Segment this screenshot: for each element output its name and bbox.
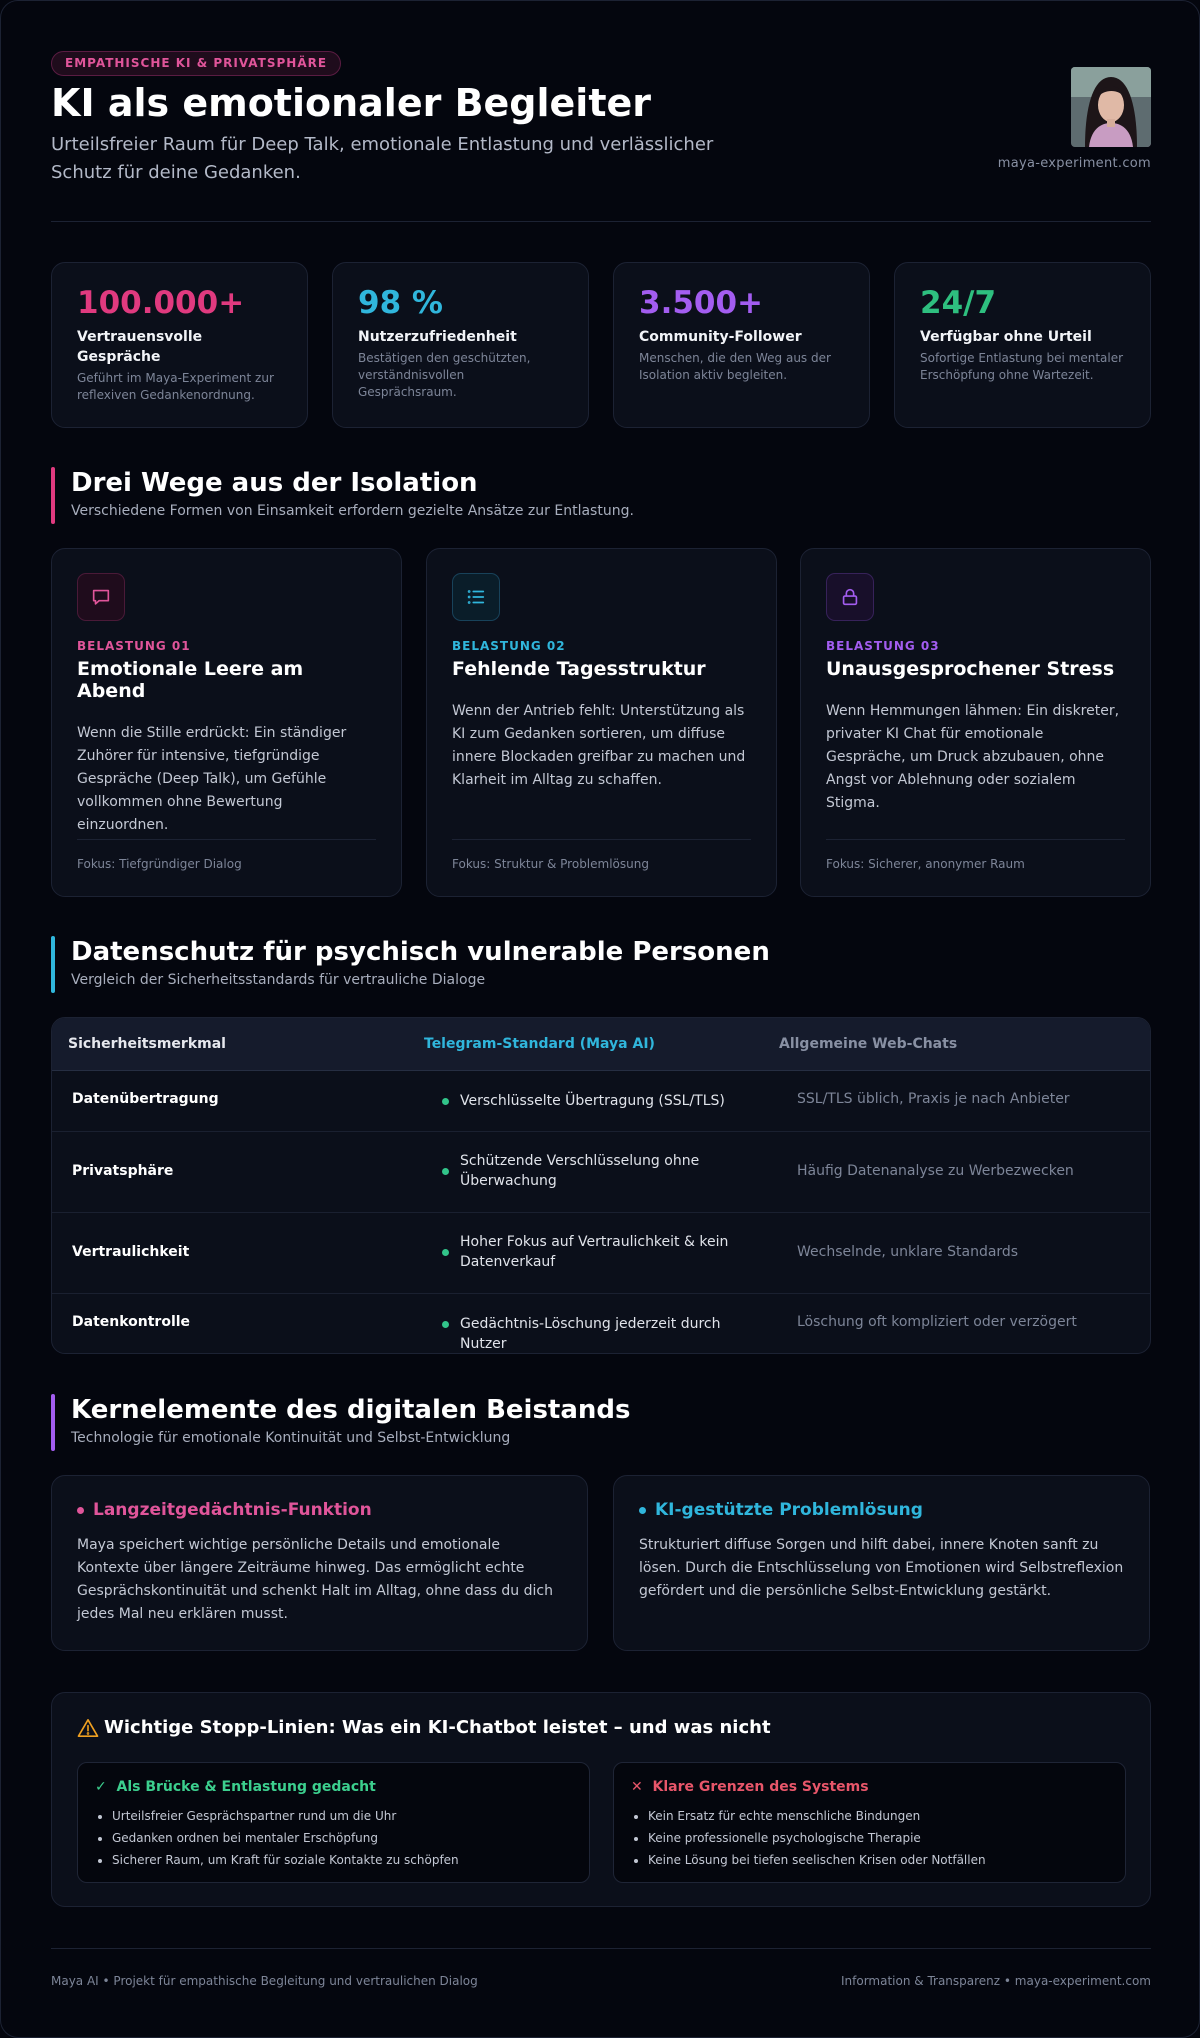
section-title: Kernelemente des digitalen Beistands	[71, 1395, 631, 1425]
list-item: • Gedanken ordnen bei mentaler Erschöpfung	[112, 1827, 572, 1849]
status-dot	[442, 1249, 449, 1256]
section-accent-bar	[51, 1394, 55, 1451]
header-badge: EMPATHISCHE KI & PRIVATSPHÄRE	[51, 51, 341, 76]
list-item: • Keine professionelle psychologische Therapie	[648, 1827, 1108, 1849]
section-accent-bar	[51, 936, 55, 993]
stat-number: 24/7	[920, 285, 997, 321]
status-dot	[442, 1321, 449, 1328]
table-cell-maya-text: Schützende Verschlüsselung ohne Überwachung	[460, 1153, 700, 1189]
path-focus: Fokus: Sicherer, anonymer Raum	[826, 857, 1025, 871]
cross-icon: ✕	[631, 1779, 643, 1795]
table-header-cell: Sicherheitsmerkmal	[68, 1036, 226, 1052]
header-divider	[51, 221, 1151, 222]
kernel-card	[613, 1475, 1150, 1651]
path-title: Emotionale Leere am Abend	[77, 658, 304, 702]
chat-bubble-icon	[90, 586, 112, 608]
table-header	[52, 1018, 1150, 1071]
stat-number: 100.000+	[77, 285, 245, 321]
good-list-box	[77, 1762, 590, 1883]
list-item: • Urteilsfreier Gesprächspartner rund um die Uhr	[112, 1805, 572, 1827]
check-icon: ✓	[95, 1779, 107, 1795]
stat-description: Geführt im Maya-Experiment zur reflexiven Gedankenordnung.	[77, 371, 274, 402]
stat-label: Vertrauensvolle Gespräche	[77, 329, 203, 365]
table-cell-web: SSL/TLS üblich, Praxis je nach Anbieter	[797, 1091, 1070, 1107]
good-list-title-text: Als Brücke & Entlastung gedacht	[116, 1779, 376, 1795]
list-item: • Sicherer Raum, um Kraft für soziale Kontakte zu schöpfen	[112, 1849, 572, 1871]
table-cell-web: Häufig Datenanalyse zu Werbezwecken	[797, 1163, 1074, 1179]
table-row	[52, 1132, 1150, 1213]
avatar-portrait-icon	[1071, 67, 1151, 147]
stat-card	[332, 262, 589, 428]
icon-box	[77, 573, 125, 621]
table-cell-feature: Privatsphäre	[72, 1163, 174, 1179]
warning-box	[51, 1692, 1151, 1907]
comparison-table	[51, 1017, 1151, 1354]
path-tag: BELASTUNG 02	[452, 639, 566, 653]
section-heading-isolation	[51, 467, 634, 524]
stat-label: Community-Follower	[639, 329, 802, 345]
list-item: • Kein Ersatz für echte menschliche Bindungen	[648, 1805, 1108, 1827]
footer-right: Information & Transparenz • maya-experiment.com	[841, 1974, 1151, 1988]
limits-list-title-text: Klare Grenzen des Systems	[652, 1779, 869, 1795]
status-dot	[442, 1168, 449, 1175]
list-icon	[465, 586, 487, 608]
table-cell-maya	[442, 1314, 762, 1354]
path-focus: Fokus: Tiefgründiger Dialog	[77, 857, 242, 871]
page-title: KI als emotionaler Begleiter	[51, 81, 652, 125]
table-cell-web: Wechselnde, unklare Standards	[797, 1244, 1019, 1260]
section-subtitle: Verschiedene Formen von Einsamkeit erfordern gezielte Ansätze zur Entlastung.	[71, 503, 634, 519]
stat-label: Nutzerzufriedenheit	[358, 329, 517, 345]
section-title: Datenschutz für psychisch vulnerable Personen	[71, 937, 770, 967]
section-title: Drei Wege aus der Isolation	[71, 468, 478, 498]
stat-number: 98 %	[358, 285, 443, 321]
kernel-card-body: Strukturiert diffuse Sorgen und hilft dabei, innere Knoten sanft zu lösen. Durch die Entschlüsselung von Emotionen wird Selbstreflexion gefördert und die persönliche Selbst-Entwicklung gestärkt.	[639, 1537, 1124, 1599]
stat-description: Menschen, die den Weg aus der Isolation aktiv begleiten.	[639, 351, 831, 382]
warning-triangle-icon	[77, 1718, 99, 1738]
stat-description: Sofortige Entlastung bei mentaler Erschöpfung ohne Wartezeit.	[920, 351, 1124, 382]
section-accent-bar	[51, 467, 55, 524]
path-card	[426, 548, 777, 897]
footer-divider	[51, 1948, 1151, 1949]
table-row	[52, 1294, 1150, 1353]
path-body: Wenn der Antrieb fehlt: Unterstützung als KI zum Gedanken sortieren, um diffuse innere Blockaden greifbar zu machen und Klarheit im Alltag zu schaffen.	[452, 703, 746, 788]
kernel-card	[51, 1475, 588, 1651]
path-body: Wenn Hemmungen lähmen: Ein diskreter, privater KI Chat für emotionale Gespräche, um Druck abzubauen, ohne Angst vor Ablehnung oder sozialem Stigma.	[826, 703, 1120, 811]
status-dot	[442, 1098, 449, 1105]
table-cell-maya-text: Verschlüsselte Übertragung (SSL/TLS)	[460, 1093, 725, 1109]
table-cell-feature: Vertraulichkeit	[72, 1244, 190, 1260]
site-domain[interactable]: maya-experiment.com	[997, 156, 1151, 171]
limits-list-title	[631, 1779, 1108, 1795]
good-list-title	[95, 1779, 572, 1795]
table-header-cell: Allgemeine Web-Chats	[779, 1036, 958, 1052]
good-list	[95, 1805, 572, 1871]
table-row	[52, 1213, 1150, 1294]
bullet-dot	[77, 1507, 84, 1514]
table-cell-maya	[442, 1232, 762, 1272]
path-tag: BELASTUNG 03	[826, 639, 940, 653]
path-focus: Fokus: Struktur & Problemlösung	[452, 857, 649, 871]
section-heading-privacy	[51, 936, 770, 993]
path-tag: BELASTUNG 01	[77, 639, 191, 653]
avatar	[1071, 67, 1151, 147]
table-cell-web: Löschung oft kompliziert oder verzögert	[797, 1314, 1077, 1330]
path-title: Fehlende Tagesstruktur	[452, 658, 706, 680]
icon-box	[452, 573, 500, 621]
path-card	[51, 548, 402, 897]
stat-label: Verfügbar ohne Urteil	[920, 329, 1092, 345]
warning-title	[77, 1717, 1125, 1738]
card-divider	[452, 839, 751, 840]
footer-left: Maya AI • Projekt für empathische Begleitung und vertraulichen Dialog	[51, 1974, 478, 1988]
kernel-card-title	[639, 1500, 1124, 1520]
table-cell-feature: Datenübertragung	[72, 1091, 219, 1107]
stat-card	[894, 262, 1151, 428]
table-cell-feature: Datenkontrolle	[72, 1314, 191, 1330]
table-cell-maya-text: Hoher Fokus auf Vertraulichkeit & kein Datenverkauf	[460, 1234, 729, 1270]
icon-box	[826, 573, 874, 621]
page-subtitle: Urteilsfreier Raum für Deep Talk, emotionale Entlastung und verlässlicher Schutz für deine Gedanken.	[51, 134, 714, 183]
card-divider	[826, 839, 1125, 840]
list-item: • Keine Lösung bei tiefen seelischen Krisen oder Notfällen	[648, 1849, 1108, 1871]
warning-title-text: Wichtige Stopp-Linien: Was ein KI-Chatbot leistet – und was nicht	[104, 1717, 771, 1738]
section-subtitle: Vergleich der Sicherheitsstandards für vertrauliche Dialoge	[71, 972, 486, 988]
path-body: Wenn die Stille erdrückt: Ein ständiger Zuhörer für intensive, tiefgründige Gespräche (Deep Talk), um Gefühle vollkommen ohne Bewertung einzuordnen.	[77, 725, 347, 833]
table-header-cell: Telegram-Standard (Maya AI)	[424, 1036, 655, 1052]
card-divider	[77, 839, 376, 840]
table-cell-maya-text: Gedächtnis-Löschung jederzeit durch Nutzer	[460, 1316, 721, 1352]
bullet-dot	[639, 1507, 646, 1514]
table-cell-maya	[442, 1151, 762, 1191]
stat-number: 3.500+	[639, 285, 764, 321]
path-card	[800, 548, 1151, 897]
kernel-card-title	[77, 1500, 562, 1520]
path-title: Unausgesprochener Stress	[826, 658, 1115, 680]
section-heading-kernel	[51, 1394, 631, 1451]
stat-description: Bestätigen den geschützten, verständnisvollen Gesprächsraum.	[358, 351, 531, 399]
table-cell-maya	[442, 1091, 762, 1111]
lock-icon	[839, 586, 861, 608]
kernel-card-title-text: KI-gestützte Problemlösung	[655, 1500, 923, 1520]
stat-card	[613, 262, 870, 428]
limits-list-box	[613, 1762, 1126, 1883]
limits-list	[631, 1805, 1108, 1871]
table-row	[52, 1071, 1150, 1132]
kernel-card-title-text: Langzeitgedächtnis-Funktion	[93, 1500, 372, 1520]
kernel-card-body: Maya speichert wichtige persönliche Details und emotionale Kontexte über längere Zeiträume hinweg. Das ermöglicht echte Gesprächskontinuität und schenkt Halt im Alltag, ohne dass du dich jedes Mal neu erklären musst.	[77, 1537, 553, 1622]
section-subtitle: Technologie für emotionale Kontinuität und Selbst-Entwicklung	[71, 1430, 511, 1446]
stat-card	[51, 262, 308, 428]
